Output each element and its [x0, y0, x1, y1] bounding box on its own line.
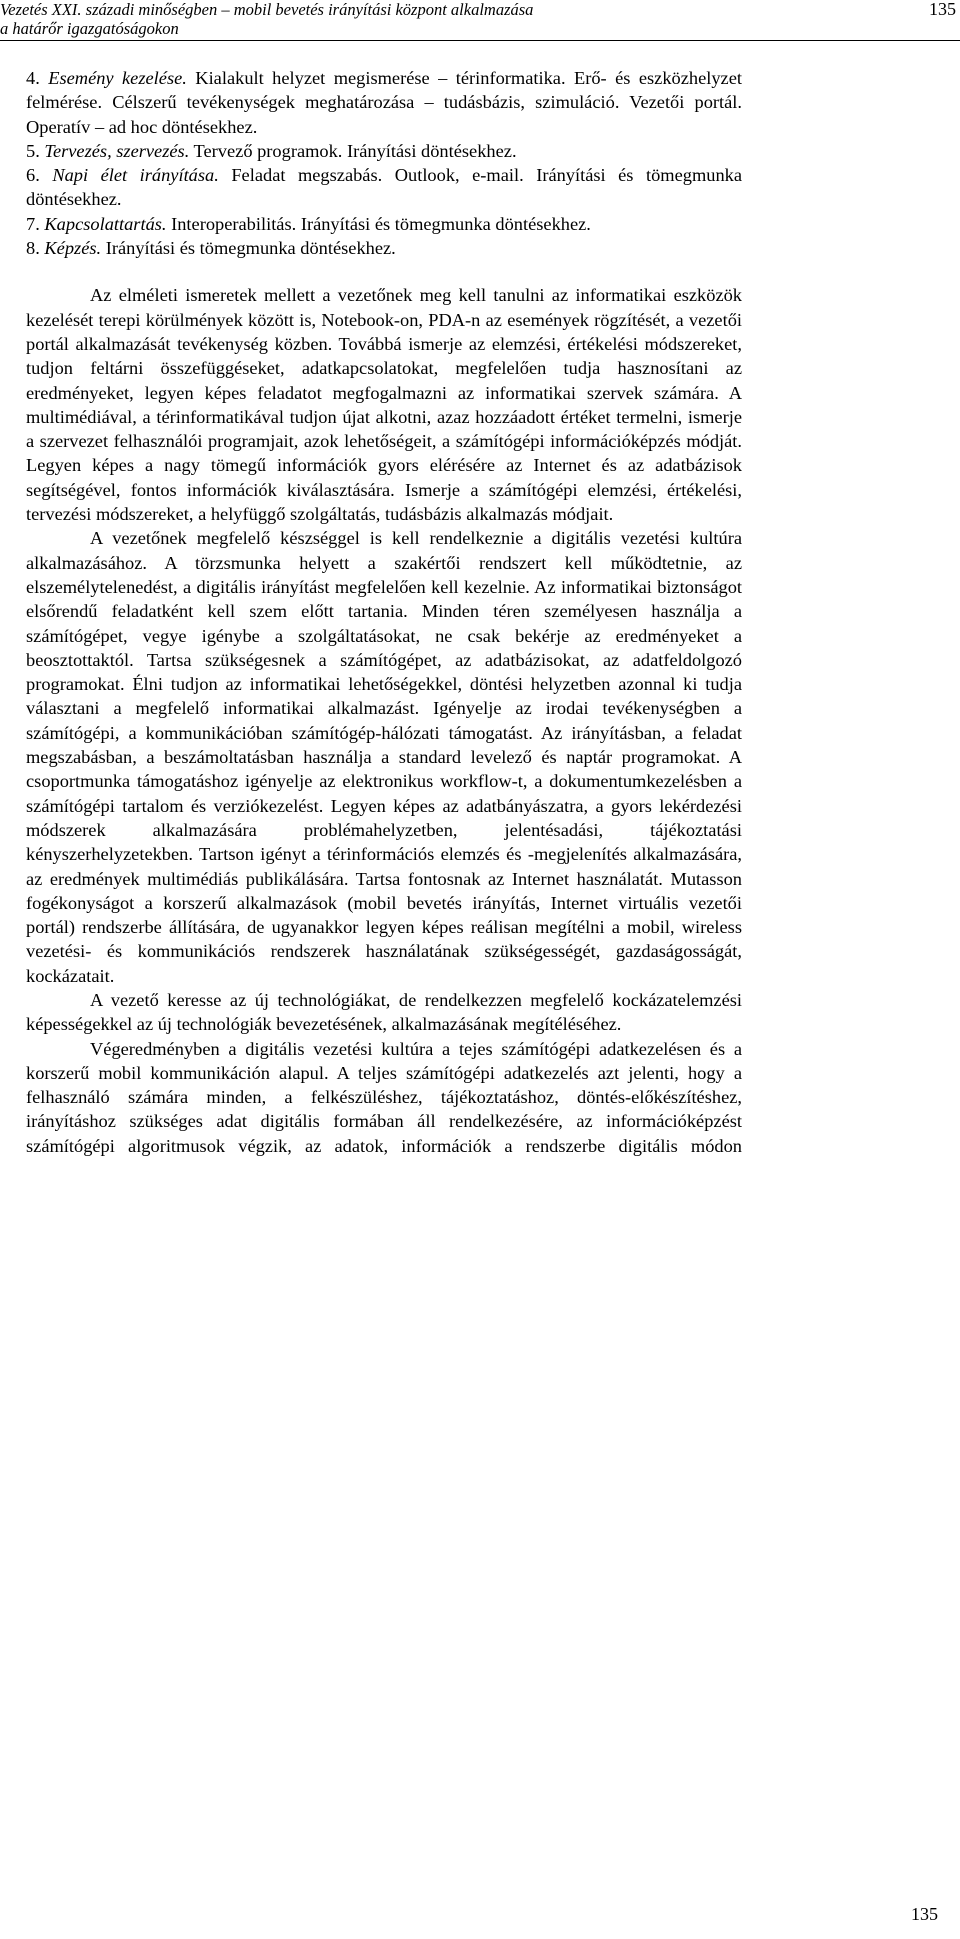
list-item — [26, 66, 742, 139]
paragraph: Végeredményben a digitális vezetési kultúra a tejes számítógépi adatkezelésen és a korszerű mobil kommunikáción alapul. A teljes számítógépi adatkezelés azt jelenti, hogy a felhasználó számára minden, a felkészüléshez, tájékoztatáshoz, döntés-előkészítéshez, irányításhoz szükséges adat digitális formában áll rendelkezésére, az információképzést számítógépi algoritmusok végzik, az adatok, információk a rendszerbe digitális módon — [26, 1038, 742, 1156]
running-header — [0, 0, 960, 44]
footer-page-number: 135 — [911, 1904, 938, 1924]
running-title-line-2: a határőr igazgatóságokon — [0, 19, 179, 38]
running-title-line-1: Vezetés XXI. századi minőségben – mobil bevetés irányítási központ alkalmazása — [0, 0, 534, 19]
list-item-term: Napi élet irányítása. — [52, 165, 219, 186]
list-item-text: Kialakult helyzet megismerése – térinformatika. Erő- és eszközhelyzet felmérése. Célszerű tevékenységek meghatározása – tudásbázis, szimuláció. Vezetői portál. Operatív – ad hoc döntésekhez. — [26, 68, 742, 137]
list-item-number: 4. — [26, 68, 40, 88]
paragraph: A vezetőnek megfelelő készséggel is kell rendelkeznie a digitális vezetési kultúra alkalmazásához. A törzsmunka helyett a szakértői rendszert kell működtetnie, az elszemélytelenedést, a digitális irányítást megfelelően kell kezelnie. Az informatikai biztonságot elsőrendű feladatként kell szem előtt tartania. Minden téren személyesen használja a számítógépet, vegye igénybe a szolgáltatásokat, ne csak bekérje az eredményeket a beosztottaktól. Tartsa szükségesnek a számítógépet, az adatbázisokat, az adatfeldolgozó programokat. Élni tudjon az informatikai lehetőségekkel, döntési helyzetben azonnal ki tudja választani a megfelelő informatikai alkalmazást. Igényelje az irodai tevékenységben a számítógépi, a kommunikációban számítógép-hálózati támogatást. Az irányításban, a feladat megszabásban, a beszámoltatásban használja a standard levelező és naptár programokat. A csoportmunka támogatáshoz igényelje az elektronikus workflow-t, a dokumentumkezelésben a számítógépi tartalom és verziókezelést. Legyen képes az adatbányászatra, a gyors lekérdezési módszerek alkalmazására problémahelyzetben, jelentésadási, tájékoztatási kényszerhelyzetekben. Tartson igényt a térinformációs elemzés és -megjelenítés alkalmazására, az eredmények multimédiás publikálására. Tartsa fontosnak az Internet használatát. Mutasson fogékonyságot a korszerű alkalmazások (mobil bevetés irányítás, Internet virtuális vezetői portál) rendszerbe állítására, de ugyanakkor legyen képes reálisan megítélni a mobil, wireless vezetési- és kommunikációs rendszerek használatának szükségességét, gazdaságosságát, kockázatait. — [26, 528, 742, 986]
running-title — [0, 0, 820, 38]
list-item-number: 6. — [26, 165, 40, 186]
list-item-text: Irányítási és tömegmunka döntésekhez. — [101, 238, 396, 259]
paragraph: Az elméleti ismeretek mellett a vezetőnek meg kell tanulni az informatikai eszközök kezelését terepi körülmények között is, Notebook-on, PDA-n az események rögzítését, a vezetői portál alkalmazását tevékenység közben. Továbbá ismerje az elemzési, értékelési módszereket, tudjon feltárni összefüggéseket, adatkapcsolatokat, megfelelően tudja hasznosítani az eredményeket, legyen képes feladatot megfogalmazni az informatikai szervek számára. A multimédiával, a térinformatikával tudjon újat alkotni, azaz hozzáadott értéket termelni, ismerje a szervezet felhasználói programjait, azok lehetőségeit, a számítógépi információképzés módját. Legyen képes a nagy tömegű információk gyors elérésére az Internet és az adatbázisok segítségével, fontos információk kiválasztására. Ismerje a számítógépi elemzési, értékelési, tervezési módszereket, a helyfüggő szolgáltatás, tudásbázis alkalmazás módjait. — [26, 285, 742, 525]
list-item-term: Kapcsolattartás. — [44, 213, 167, 234]
list-item-number: 7. — [26, 213, 40, 234]
list-item-text: Interoperabilitás. Irányítási és tömegmunka döntésekhez. — [166, 213, 591, 234]
list-item-text: Feladat megszabás. Outlook, e-mail. Irányítási és tömegmunka döntésekhez. — [26, 165, 742, 210]
list-item — [26, 163, 742, 212]
page-body — [26, 66, 742, 1158]
list-item — [26, 212, 742, 236]
list-item-term: Esemény kezelése. — [48, 68, 187, 88]
list-item-term: Képzés. — [44, 238, 102, 259]
list-item — [26, 139, 742, 163]
list-item-number: 5. — [26, 140, 40, 161]
header-page-number: 135 — [929, 0, 956, 19]
paragraph: A vezető keresse az új technológiákat, de rendelkezzen megfelelő kockázatelemzési képességekkel az új technológiák bevezetésének, alkalmazásának megítéléséhez. — [26, 989, 742, 1035]
numbered-list — [26, 66, 742, 260]
list-item — [26, 236, 742, 260]
list-item-term: Tervezés, szervezés. — [44, 140, 190, 161]
header-rule — [0, 40, 960, 41]
list-item-text: Tervező programok. Irányítási döntésekhez. — [189, 140, 517, 161]
body-text — [26, 283, 742, 1158]
list-item-number: 8. — [26, 238, 40, 259]
